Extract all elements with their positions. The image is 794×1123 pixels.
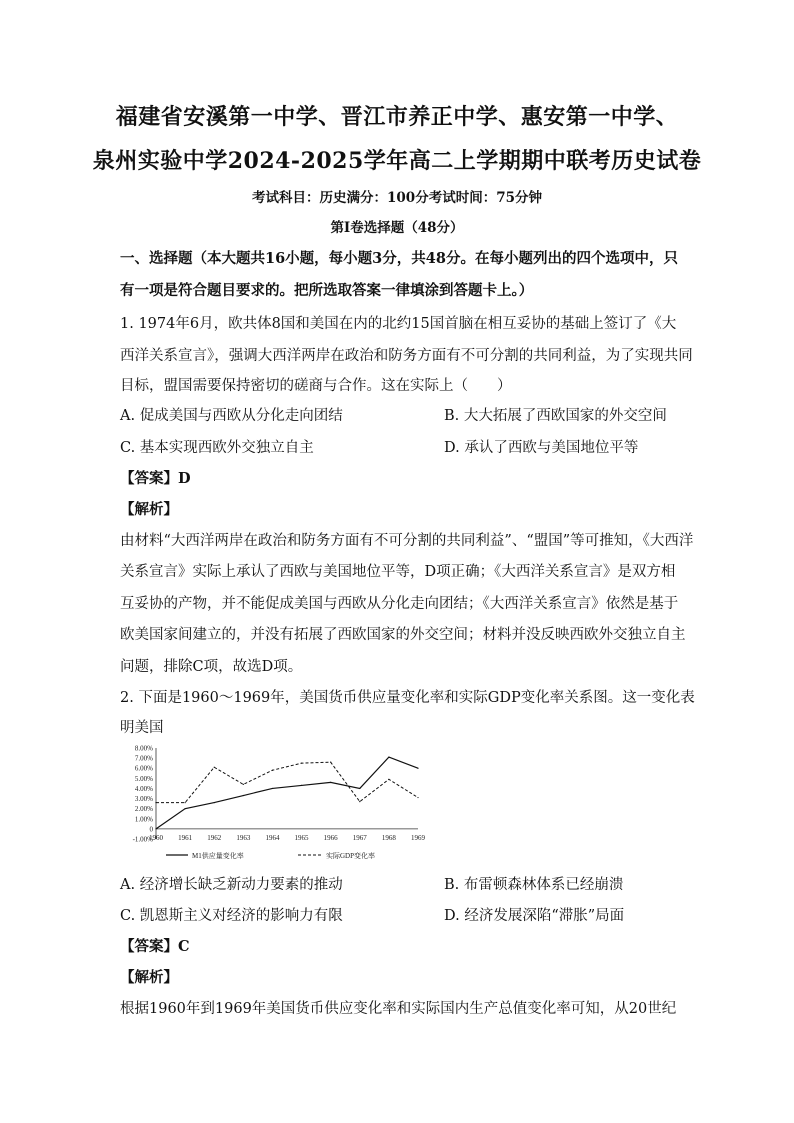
y-tick-label: 6.00% [134,764,153,773]
data-point [243,784,244,785]
q1-stem-line1: 1. 1974年6月，欧共体8国和美国在内的北约15国首脑在相互妥协的基础上签订了《大 [120,316,677,332]
y-tick-label: 4.00% [134,784,153,793]
data-point [185,802,186,803]
data-point [185,808,186,809]
instructions-line2: 有一项是符合题目要求的。把所选取答案一律填涂到答题卡上。） [120,282,534,299]
q2-option-a: A. 经济增长缺乏新动力要素的推动 [120,877,343,893]
data-point [417,768,418,769]
x-tick-label: 1968 [381,833,396,842]
data-point [417,797,418,798]
data-point [214,802,215,803]
data-point [272,788,273,789]
q1-option-b: B. 大大拓展了西欧国家的外交空间 [444,408,667,424]
x-tick-label: 1961 [178,833,193,842]
y-tick-label: 3.00% [134,795,153,804]
q2-answer: 【答案】C [120,938,190,955]
x-tick-label: 1966 [323,833,338,842]
y-tick-label: 8.00% [134,744,153,753]
q2-option-b: B. 布雷顿森林体系已经崩溃 [444,877,624,893]
q2-option-d: D. 经济发展深陷“滞胀”局面 [444,908,625,924]
x-tick-label: 1964 [265,833,280,842]
data-point [330,782,331,783]
x-tick-label: 1963 [236,833,251,842]
q2-analysis-line1: 根据1960年到1969年美国货币供应变化率和实际国内生产总值变化率可知，从20世纪 [120,1001,677,1017]
y-tick-label: -1.00% [132,835,153,844]
data-point [155,802,156,803]
q1-stem-line2: 西洋关系宣言》，强调大西洋两岸在政治和防务方面有不可分割的共同利益，为了实现共同 [120,348,693,364]
series-line-1 [156,757,418,829]
q1-analysis-line3: 互妥协的产物，并不能促成美国与西欧从分化走向团结；《大西洋关系宣言》依然是基于 [120,596,679,612]
q1-analysis-label: 【解析】 [120,501,178,518]
data-point [359,788,360,789]
y-tick-label: 2.00% [134,805,153,814]
section-title: 第Ⅰ卷选择题（48分） [330,220,464,236]
x-tick-label: 1967 [352,833,367,842]
instructions-line1: 一、选择题（本大题共16小题，每小题3分，共48分。在每小题列出的四个选项中，只 [120,250,678,267]
q2-stem-line2: 明美国 [120,720,164,736]
data-point [214,767,215,768]
data-point [243,795,244,796]
q2-option-c: C. 凯恩斯主义对经济的影响力有限 [120,908,343,924]
y-tick-label: 7.00% [134,754,153,763]
money-gdp-chart [118,740,428,866]
y-tick-label: 0 [149,825,153,834]
data-point [155,828,156,829]
data-point [301,785,302,786]
exam-info: 考试科目：历史满分：100分考试时间：75分钟 [252,190,542,206]
q2-stem-line1: 2. 下面是1960～1969年，美国货币供应量变化率和实际GDP变化率关系图。这一变化表 [120,690,695,706]
x-tick-label: 1965 [294,833,309,842]
data-point [272,770,273,771]
q2-analysis-label: 【解析】 [120,969,178,986]
data-point [388,779,389,780]
q1-option-d: D. 承认了西欧与美国地位平等 [444,440,639,456]
q1-analysis-line2: 关系宣言》实际上承认了西欧与美国地位平等，D项正确；《大西洋关系宣言》是双方相 [120,564,676,580]
data-point [388,757,389,758]
legend-label-m1: M1供应量变化率 [192,852,244,860]
data-point [330,762,331,763]
y-tick-label: 5.00% [134,774,153,783]
q1-stem-line3: 目标，盟国需要保持密切的磋商与合作。这在实际上（ ） [120,378,512,394]
legend-label-gdp: 实际GDP变化率 [326,852,376,860]
data-point [359,801,360,802]
q1-analysis-line1: 由材料“大西洋两岸在政治和防务方面有不可分割的共同利益”、“盟国”等可推知，《大西洋 [120,533,694,549]
q1-answer: 【答案】D [120,470,191,487]
q1-option-a: A. 促成美国与西欧从分化走向团结 [120,408,343,424]
q1-analysis-line4: 欧美国家间建立的，并没有拓展了西欧国家的外交空间；材料并没反映西欧外交独立自主 [120,627,686,643]
x-tick-label: 1960 [149,833,163,842]
data-point [301,763,302,764]
exam-title-line1: 福建省安溪第一中学、晋江市养正中学、惠安第一中学、 [115,104,679,130]
exam-title-line2: 泉州实验中学2024-2025学年高二上学期期中联考历史试卷 [92,148,702,174]
q1-option-c: C. 基本实现西欧外交独立自主 [120,440,314,456]
x-tick-label: 1962 [207,833,222,842]
x-tick-label: 1969 [411,833,425,842]
y-tick-label: 1.00% [134,815,153,824]
q1-analysis-line5: 问题，排除C项，故选D项。 [120,659,303,675]
